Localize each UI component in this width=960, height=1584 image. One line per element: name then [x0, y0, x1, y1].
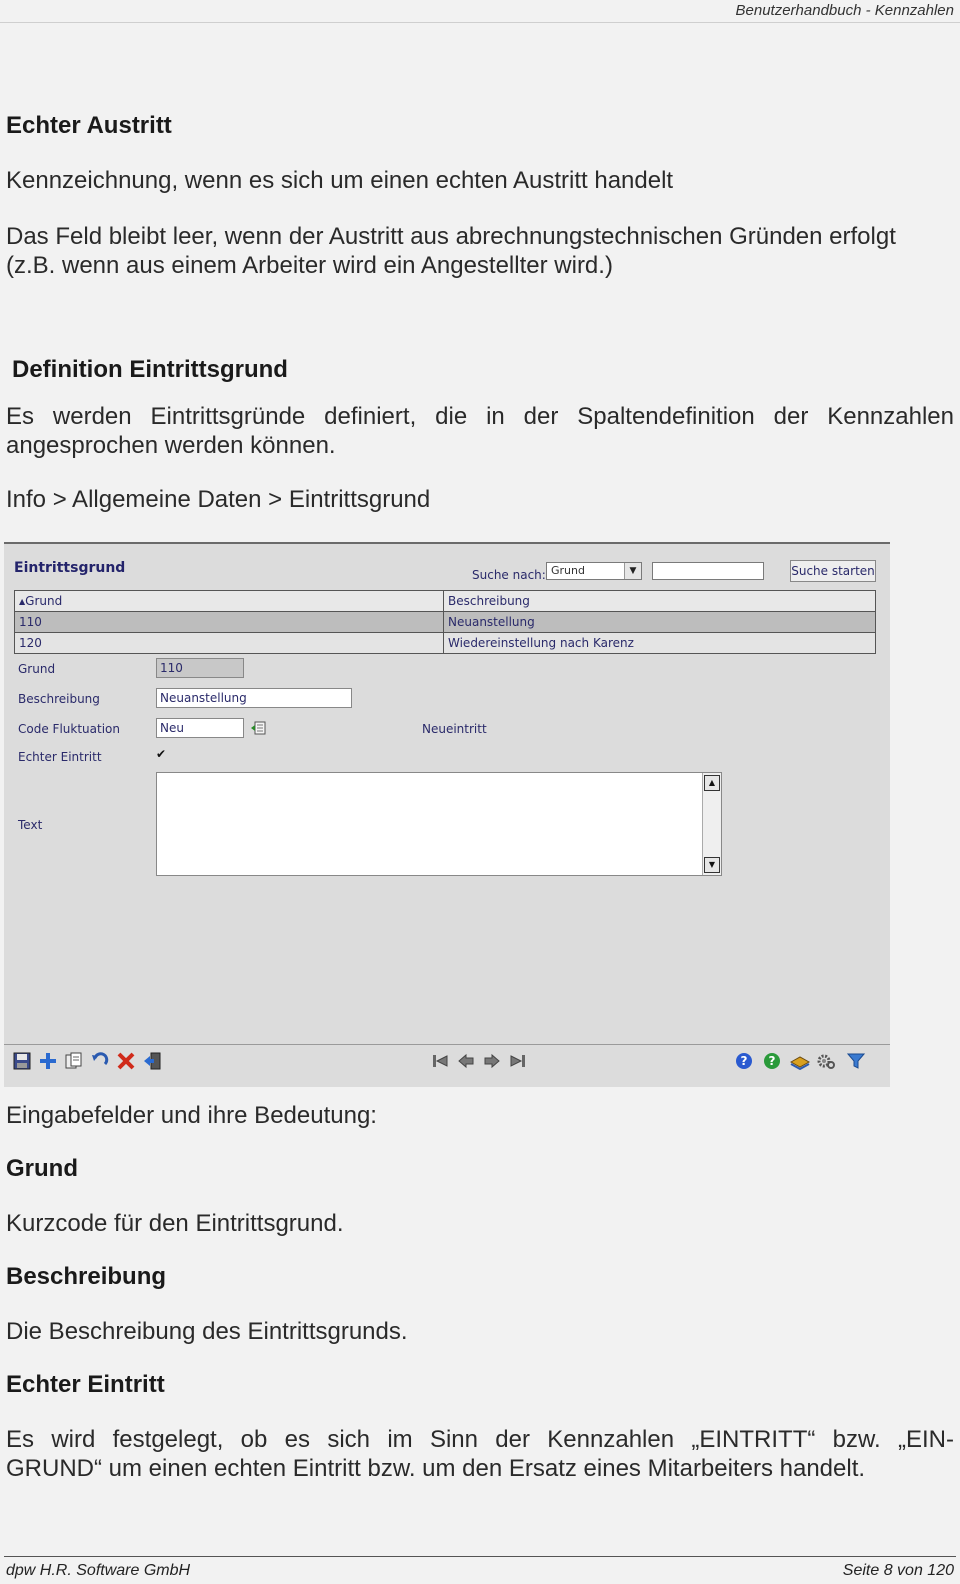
- text-echter-eintritt-line1: Es wird festgelegt, ob es sich im Sinn der Kennzahlen „EINTRITT“ bzw. „EIN-: [6, 1426, 954, 1453]
- para-eintrittsgruende-line2: angesprochen werden können.: [6, 432, 336, 459]
- toolbar: [4, 1044, 890, 1087]
- text-grund: Kurzcode für den Eintrittsgrund.: [6, 1210, 344, 1237]
- cell-grund: 110: [15, 612, 444, 633]
- column-header-grund[interactable]: ▲Grund: [15, 591, 444, 612]
- undo-icon[interactable]: [90, 1051, 110, 1071]
- column-header-beschreibung[interactable]: Beschreibung: [444, 591, 876, 612]
- navigation-path: Info > Allgemeine Daten > Eintrittsgrund: [6, 486, 431, 513]
- heading-echter-austritt: Echter Austritt: [6, 112, 172, 139]
- chevron-down-icon[interactable]: ▼: [624, 563, 641, 579]
- grund-label: Grund: [18, 662, 56, 676]
- header-divider: [0, 22, 960, 23]
- app-title: Eintrittsgrund: [14, 560, 126, 576]
- svg-text:?: ?: [768, 1054, 776, 1068]
- para-kennzeichnung: Kennzeichnung, wenn es sich um einen echten Austritt handelt: [6, 167, 674, 194]
- search-label: Suche nach:: [472, 568, 546, 582]
- beschreibung-label: Beschreibung: [18, 692, 100, 706]
- help-green-icon[interactable]: [762, 1051, 782, 1071]
- para-eintrittsgruende-line1: Es werden Eintrittsgründe definiert, die in der Spaltendefinition der Kennzahlen: [6, 403, 954, 430]
- text-area[interactable]: [156, 772, 722, 876]
- footer-divider: [4, 1556, 956, 1557]
- text-label: Text: [18, 818, 43, 832]
- lookup-icon[interactable]: [250, 720, 266, 736]
- intro-eingabefelder: Eingabefelder und ihre Bedeutung:: [6, 1102, 377, 1129]
- echter-eintritt-label: Echter Eintritt: [18, 750, 102, 764]
- svg-text:?: ?: [740, 1054, 748, 1068]
- running-header: Benutzerhandbuch - Kennzahlen: [735, 2, 954, 19]
- cell-grund: 120: [15, 633, 444, 654]
- echter-eintritt-checkbox[interactable]: ✔: [156, 747, 167, 761]
- exit-icon[interactable]: [142, 1051, 162, 1071]
- search-input[interactable]: [652, 562, 764, 580]
- delete-icon[interactable]: [116, 1051, 136, 1071]
- cell-beschreibung: Wiedereinstellung nach Karenz: [444, 633, 876, 654]
- search-field-value: Grund: [551, 564, 585, 577]
- help-icon[interactable]: [734, 1051, 754, 1071]
- beschreibung-field[interactable]: Neuanstellung: [156, 688, 352, 708]
- scrollbar[interactable]: [702, 773, 721, 875]
- first-record-icon[interactable]: [430, 1051, 450, 1071]
- book-icon[interactable]: [790, 1051, 810, 1071]
- prev-record-icon[interactable]: [456, 1051, 476, 1071]
- grund-field: 110: [156, 658, 244, 678]
- scroll-down-icon[interactable]: ▼: [704, 857, 720, 873]
- code-fluktuation-description: Neueintritt: [422, 722, 487, 736]
- app-window: [4, 542, 890, 1086]
- add-icon[interactable]: [38, 1051, 58, 1071]
- search-field-select[interactable]: [546, 562, 642, 580]
- heading-beschreibung: Beschreibung: [6, 1263, 167, 1290]
- footer-company: dpw H.R. Software GmbH: [6, 1562, 191, 1579]
- para-feld-leer-line1: Das Feld bleibt leer, wenn der Austritt aus abrechnungstechnischen Gründen erfolgt: [6, 223, 896, 250]
- para-feld-leer-line2: (z.B. wenn aus einem Arbeiter wird ein Angestellter wird.): [6, 252, 613, 279]
- copy-icon[interactable]: [64, 1051, 84, 1071]
- last-record-icon[interactable]: [508, 1051, 528, 1071]
- heading-echter-eintritt: Echter Eintritt: [6, 1371, 165, 1398]
- filter-icon[interactable]: [846, 1051, 866, 1071]
- heading-definition-eintrittsgrund: Definition Eintrittsgrund: [12, 356, 288, 383]
- footer-page-number: Seite 8 von 120: [842, 1562, 954, 1579]
- code-fluktuation-field[interactable]: Neu: [156, 718, 244, 738]
- text-echter-eintritt-line2: GRUND“ um einen echten Eintritt bzw. um den Ersatz eines Mitarbeiters handelt.: [6, 1455, 866, 1482]
- heading-grund: Grund: [6, 1155, 78, 1182]
- code-fluktuation-label: Code Fluktuation: [18, 722, 120, 736]
- table-row[interactable]: [15, 633, 876, 654]
- next-record-icon[interactable]: [482, 1051, 502, 1071]
- sort-ascending-icon: ▲: [19, 597, 26, 606]
- cell-beschreibung: Neuanstellung: [444, 612, 876, 633]
- results-table: [14, 590, 876, 654]
- scroll-up-icon[interactable]: ▲: [704, 775, 720, 791]
- search-button[interactable]: Suche starten: [790, 560, 876, 582]
- text-beschreibung: Die Beschreibung des Eintrittsgrunds.: [6, 1318, 408, 1345]
- table-header-row: [15, 591, 876, 612]
- settings-icon[interactable]: [816, 1051, 836, 1071]
- table-row[interactable]: [15, 612, 876, 633]
- save-icon[interactable]: [12, 1051, 32, 1071]
